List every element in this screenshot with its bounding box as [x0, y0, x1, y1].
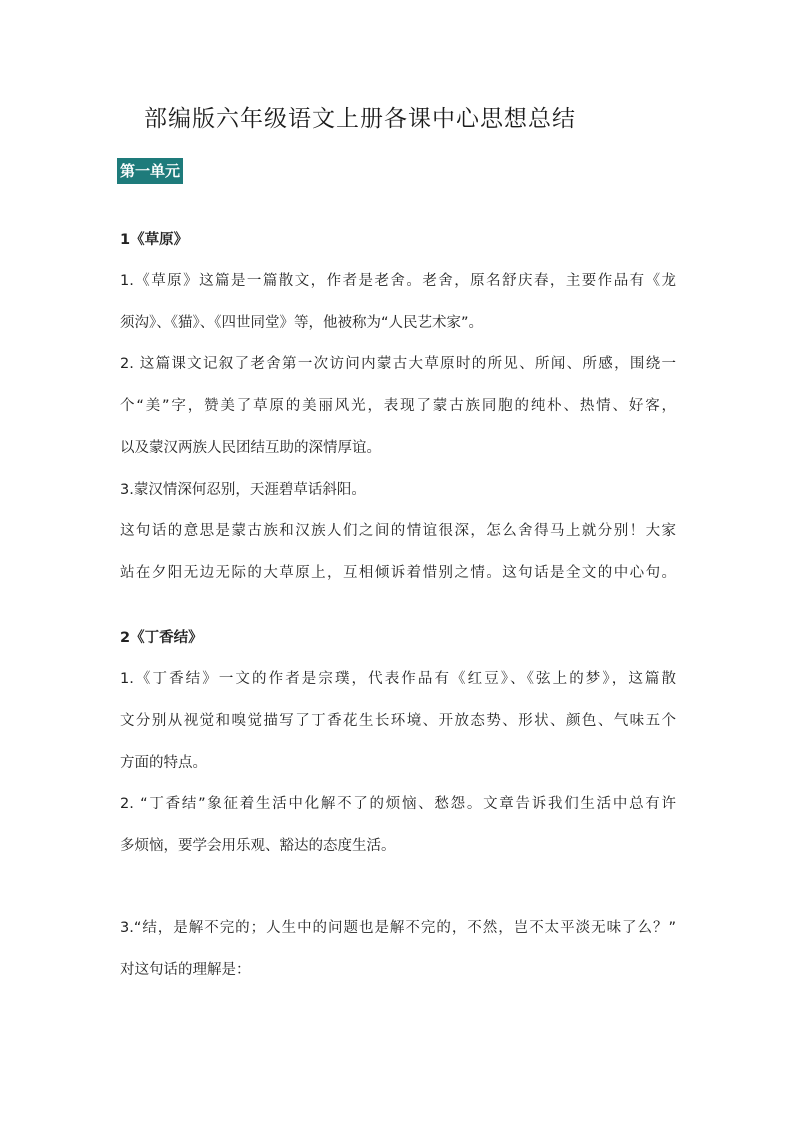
underlined-answer: 中心句 — [613, 565, 662, 581]
paragraph-line: 个“美”字，赞美了草原的美丽风光，表现了蒙古族同胞的纯朴、热情、好客， — [120, 398, 676, 414]
underlined-answer: “美” — [136, 398, 170, 414]
underlined-answer: 美丽风光 — [302, 398, 368, 414]
underlined-answer: 生活中化解不了的烦恼、愁怨 — [255, 796, 467, 812]
paragraph-line: 1.《丁香结》一文的作者是宗璞，代表作品有《红豆》、《弦上的梦》，这篇散 — [120, 671, 676, 687]
document-title: 部编版六年级语文上册各课中心思想总结 — [144, 106, 576, 132]
underlined-answer: 蒙古族和汉族人们之间的情谊很深，怎么舍得马上就分别！大家 — [231, 523, 676, 539]
quoted-sentence-line: 3.“结，是解不完的；人生中的问题也是解不完的，不然，岂不太平淡无味了么？” — [120, 920, 676, 936]
paragraph-line: 多烦恼，要学会用乐观、豁达的态度生活。 — [120, 838, 396, 854]
paragraph-line: 2. 这篇课文记叙了老舍第一次访问内蒙古大草原时的所见、所闻、所感，围绕一 — [120, 356, 676, 372]
underlined-answer: “人民艺术家” — [381, 315, 469, 331]
underlined-answer: 多烦恼，要学会用乐观、豁达的态度生活 — [120, 838, 381, 854]
quoted-poem-line: 3.蒙汉情深何忍别，天涯碧草话斜阳。 — [120, 482, 366, 498]
underlined-answer: 生长环境、开放态势、形状、颜色、气味 — [358, 713, 646, 729]
paragraph-line: 以及蒙汉两族人民团结互助的深情厚谊。 — [120, 440, 381, 456]
paragraph-line: 2. “丁香结”象征着生活中化解不了的烦恼、愁怨。文章告诉我们生活中总有许 — [120, 796, 676, 812]
underlined-answer: 老舍 — [374, 273, 407, 289]
underlined-answer: 《龙 — [645, 273, 676, 289]
paragraph-line: 文分别从视觉和嗅觉描写了丁香花生长环境、开放态势、形状、颜色、气味五个 — [120, 713, 676, 729]
paragraph-line: 须沟》、《猫》、《四世同堂》等，他被称为“人民艺术家”。 — [120, 315, 484, 331]
underlined-answer: 生活中总有许 — [580, 796, 676, 812]
unit-one-label: 第一单元 — [117, 158, 183, 184]
underlined-answer: 内蒙古大草原 — [361, 356, 456, 372]
section-heading-caoyuan: 1《草原》 — [120, 232, 189, 248]
underlined-answer: 舒庆春 — [502, 273, 550, 289]
section-heading-dingxiangjie: 2《丁香结》 — [120, 630, 203, 646]
underlined-answer: 须沟》、《猫》、《四世同堂》 — [120, 315, 294, 331]
paragraph-line: 站在夕阳无边无际的大草原上，互相倾诉着惜别之情。这句话是全文的中心句。 — [120, 565, 676, 581]
underlined-answer: 团结互助 — [236, 440, 294, 456]
underlined-answer: 嗅觉 — [231, 713, 264, 729]
underlined-answer: 纯朴、热情、好客 — [530, 398, 662, 414]
paragraph-line: 1.《草原》这篇是一篇散文，作者是老舍。老舍，原名舒庆春，主要作品有《龙 — [120, 273, 676, 289]
paragraph-line: 方面的特点。 — [120, 755, 207, 771]
underlined-answer: 视觉 — [183, 713, 216, 729]
underlined-answer: 站在夕阳无边无际的大草原上，互相倾诉着惜别之情 — [120, 565, 487, 581]
paragraph-line: 对这句话的理解是： — [120, 962, 251, 978]
underlined-answer: 宗璞 — [318, 671, 352, 687]
paragraph-line: 这句话的意思是蒙古族和汉族人们之间的情谊很深，怎么舍得马上就分别！大家 — [120, 523, 676, 539]
